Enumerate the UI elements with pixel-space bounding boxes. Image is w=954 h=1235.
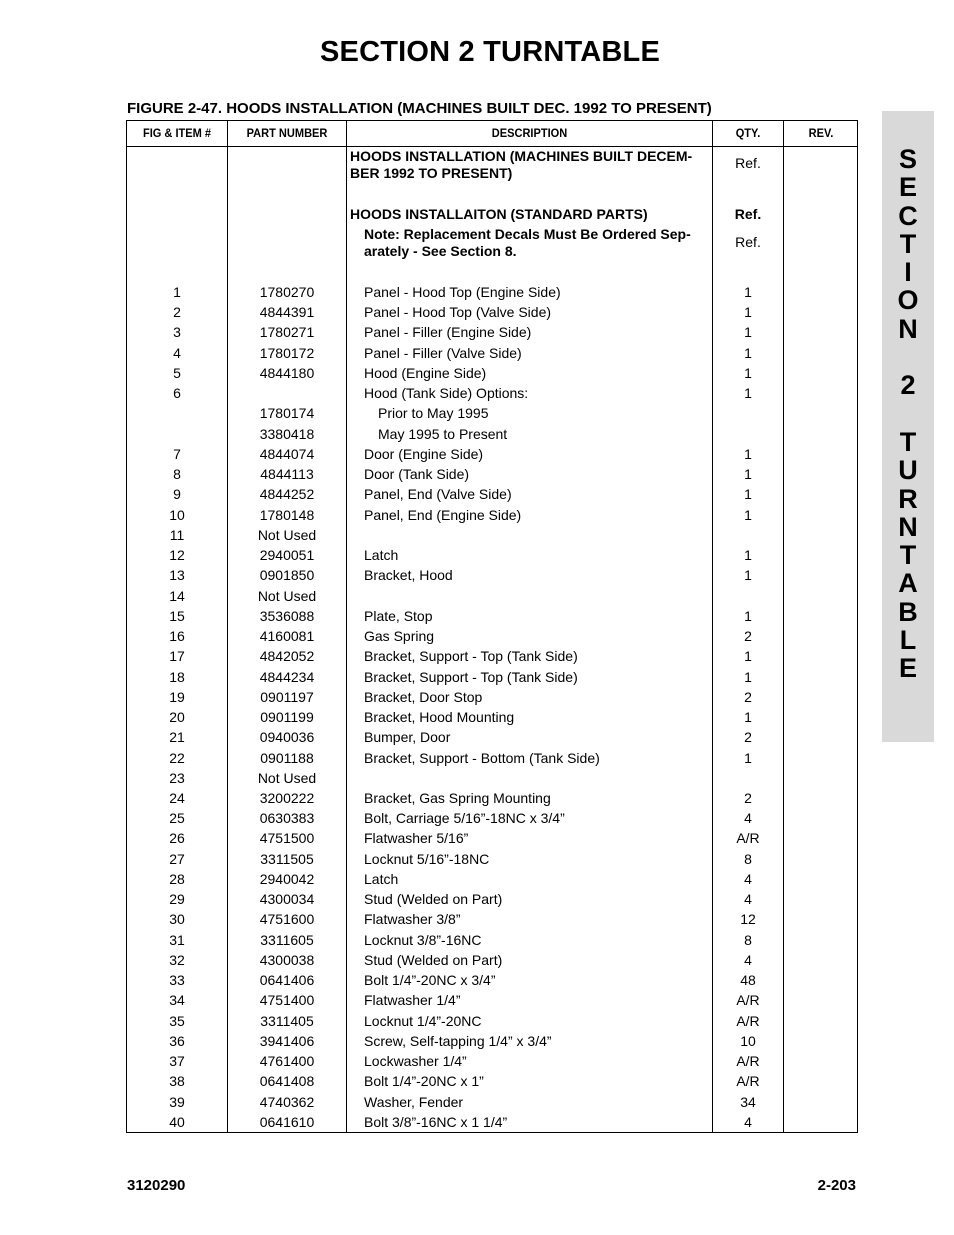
fig-item-cell: 25	[169, 810, 185, 827]
document-number: 3120290	[127, 1177, 186, 1194]
qty-cell: 4	[744, 951, 752, 968]
fig-item-cell: 4	[173, 344, 181, 361]
fig-item-cell: 15	[169, 607, 185, 624]
fig-item-cell: 18	[169, 668, 185, 685]
fig-item-cell: 14	[169, 587, 185, 604]
part-number-cell: 4844180	[259, 364, 315, 381]
description-cell: Bracket, Support - Top (Tank Side)	[364, 668, 578, 685]
qty-cell: 1	[744, 648, 752, 665]
part-number-cell: 3311605	[260, 931, 314, 948]
side-tab-letter	[882, 400, 934, 428]
qty-cell: 10	[740, 1032, 756, 1049]
description-cell: Latch	[364, 870, 399, 887]
qty-cell: A/R	[736, 992, 760, 1009]
fig-item-cell: 24	[169, 790, 185, 806]
qty-cell: 1	[744, 324, 752, 341]
side-tab-letter: R	[898, 483, 918, 514]
column-divider	[346, 121, 347, 1132]
fig-item-cell: 38	[169, 1073, 185, 1090]
description-cell: Panel - Hood Top (Engine Side)	[364, 284, 561, 300]
description-cell: Bolt 1/4”-20NC x 1”	[364, 1073, 484, 1090]
part-number-cell: 1780172	[259, 344, 315, 361]
description-cell: Panel - Hood Top (Valve Side)	[364, 304, 552, 321]
header-description: DESCRIPTION	[491, 126, 568, 140]
qty-cell: 2	[744, 688, 752, 705]
header-qty: QTY.	[735, 126, 761, 140]
description-cell: Door (Engine Side)	[364, 445, 484, 462]
section-side-tab	[882, 111, 934, 742]
qty-cell: 1	[744, 304, 752, 321]
part-number-cell: 0630383	[259, 810, 315, 827]
description-cell: May 1995 to Present	[378, 425, 508, 442]
description-cell: Latch	[364, 547, 399, 564]
fig-item-cell: 32	[169, 951, 185, 968]
description-cell: Plate, Stop	[364, 607, 433, 624]
description-cell: Bracket, Gas Spring Mounting	[364, 790, 551, 806]
qty-cell: 4	[744, 870, 752, 887]
side-tab-letter: I	[904, 257, 912, 288]
part-number-cell: 1780270	[259, 284, 315, 300]
side-tab-letter: A	[898, 568, 918, 599]
part-number-cell: 0901197	[260, 688, 314, 705]
qty-cell: 1	[744, 385, 752, 402]
description-cell: Prior to May 1995	[378, 405, 489, 422]
fig-item-cell: 20	[169, 709, 185, 726]
side-tab-letter: N	[898, 313, 918, 344]
description-cell: Flatwasher 3/8”	[364, 911, 461, 928]
qty-cell: 1	[744, 749, 752, 766]
qty-cell: A/R	[736, 1053, 760, 1070]
part-number-cell: 4751600	[259, 911, 315, 928]
header-fig-item: FIG & ITEM #	[142, 126, 212, 140]
side-tab-letter: E	[898, 172, 917, 203]
description-cell: Panel, End (Engine Side)	[364, 506, 522, 523]
qty-cell: 2	[744, 790, 752, 806]
fig-item-cell: 12	[169, 547, 185, 564]
qty-cell: 1	[744, 284, 752, 300]
description-cell: HOODS INSTALLATION (MACHINES BUILT DECEM-	[350, 148, 693, 164]
side-tab-letter: C	[898, 200, 918, 231]
qty-cell: 1	[744, 547, 752, 564]
qty-cell: A/R	[736, 1012, 760, 1029]
part-number-cell: 0641406	[259, 972, 315, 989]
fig-item-cell: 23	[169, 769, 185, 786]
fig-item-cell: 33	[169, 972, 185, 989]
qty-cell: 1	[744, 445, 752, 462]
side-tab-letter: O	[897, 285, 919, 316]
description-cell: Note: Replacement Decals Must Be Ordered Sep-	[364, 226, 691, 242]
page-number: 2-203	[817, 1177, 856, 1194]
fig-item-cell: 1	[173, 284, 181, 300]
description-cell: Bracket, Hood	[364, 567, 453, 584]
description-cell: Panel - Filler (Engine Side)	[364, 324, 532, 341]
description-cell: Bolt 3/8”-16NC x 1 1/4”	[364, 1113, 508, 1130]
header-rev: REV.	[808, 126, 834, 140]
description-cell: BER 1992 TO PRESENT)	[350, 165, 513, 181]
description-cell: Gas Spring	[364, 628, 435, 645]
qty-cell: 1	[744, 364, 752, 381]
fig-item-cell: 27	[169, 850, 185, 867]
fig-item-cell: 36	[169, 1032, 185, 1049]
description-cell: Hood (Tank Side) Options:	[364, 385, 529, 402]
part-number-cell: 2940051	[259, 547, 315, 564]
qty-cell: 48	[740, 972, 756, 989]
side-tab-letter: B	[898, 596, 918, 627]
description-cell: Flatwasher 5/16”	[364, 830, 469, 847]
part-number-cell: 3941406	[259, 1032, 315, 1049]
description-cell: Bolt 1/4”-20NC x 3/4”	[364, 972, 496, 989]
fig-item-cell: 7	[173, 445, 181, 462]
side-tab-letter	[882, 343, 934, 371]
qty-cell: 1	[744, 344, 752, 361]
header-part-number: PART NUMBER	[246, 126, 328, 140]
description-cell: Stud (Welded on Part)	[364, 951, 503, 968]
qty-ref-cell: Ref.	[735, 155, 761, 171]
fig-item-cell: 3	[173, 324, 181, 341]
side-tab-letter: N	[898, 511, 918, 542]
part-number-cell: 4842052	[259, 648, 315, 665]
fig-item-cell: 34	[169, 992, 185, 1009]
side-tab-letters	[882, 145, 934, 683]
part-number-cell: 1780174	[259, 405, 315, 422]
fig-item-cell: 5	[173, 364, 181, 381]
part-number-cell: 4751500	[259, 830, 315, 847]
part-number-cell: 4751400	[259, 992, 315, 1009]
header-divider	[127, 146, 857, 147]
part-number-cell: Not Used	[257, 587, 317, 604]
part-number-cell: 3311405	[260, 1012, 314, 1029]
description-cell: Bracket, Hood Mounting	[364, 709, 515, 726]
description-cell: Screw, Self-tapping 1/4” x 3/4”	[364, 1032, 552, 1049]
fig-item-cell: 35	[169, 1012, 185, 1029]
part-number-cell: 4160081	[259, 628, 315, 645]
part-number-cell: 4844113	[260, 466, 314, 483]
fig-item-cell: 21	[169, 729, 185, 746]
fig-item-cell: 10	[169, 506, 185, 523]
fig-item-cell: 2	[173, 304, 181, 321]
qty-cell: 4	[744, 891, 752, 908]
fig-item-cell: 29	[169, 891, 185, 908]
description-cell: Flatwasher 1/4”	[364, 992, 461, 1009]
part-number-cell: 1780148	[259, 506, 315, 523]
side-tab-letter: U	[898, 455, 918, 486]
fig-item-cell: 11	[169, 526, 185, 543]
description-cell: arately - See Section 8.	[364, 243, 517, 259]
qty-cell: Ref.	[734, 206, 762, 222]
qty-cell: 2	[744, 729, 752, 746]
part-number-cell: 3380418	[259, 425, 315, 442]
side-tab-letter: T	[899, 426, 917, 457]
part-number-cell: 4300038	[259, 951, 315, 968]
fig-item-cell: 39	[169, 1093, 185, 1110]
description-cell: Locknut 5/16”-18NC	[364, 850, 490, 867]
qty-cell: 1	[744, 466, 752, 483]
description-cell: Bumper, Door	[364, 729, 451, 746]
page-title: SECTION 2 TURNTABLE	[320, 36, 660, 68]
qty-cell: 8	[744, 850, 752, 867]
side-tab-letter: E	[898, 653, 917, 684]
part-number-cell: 4844391	[259, 304, 315, 321]
qty-cell: 8	[744, 931, 752, 948]
side-tab-letter: T	[899, 228, 917, 259]
fig-item-cell: 16	[169, 628, 185, 645]
side-tab-letter: T	[899, 540, 917, 571]
fig-item-cell: 6	[173, 385, 181, 402]
fig-item-cell: 30	[169, 911, 185, 928]
description-cell: Locknut 1/4”-20NC	[364, 1012, 482, 1029]
part-number-cell: 4300034	[259, 891, 315, 908]
part-number-cell: 4740362	[259, 1093, 315, 1110]
fig-item-cell: 37	[169, 1053, 185, 1070]
part-number-cell: 4844252	[259, 486, 315, 503]
qty-cell: 2	[744, 628, 752, 645]
fig-item-cell: 8	[173, 466, 181, 483]
description-cell: HOODS INSTALLAITON (STANDARD PARTS)	[350, 206, 648, 222]
qty-cell: 1	[744, 506, 752, 523]
qty-cell: 1	[744, 486, 752, 503]
fig-item-cell: 17	[169, 648, 185, 665]
fig-item-cell: 13	[169, 567, 185, 584]
part-number-cell: 0641408	[259, 1073, 315, 1090]
qty-cell: 34	[740, 1093, 756, 1110]
qty-cell: 4	[744, 1113, 752, 1130]
qty-cell: A/R	[736, 1073, 760, 1090]
qty-cell: 4	[744, 810, 752, 827]
qty-cell: 12	[740, 911, 756, 928]
part-number-cell: Not Used	[257, 769, 317, 786]
description-cell: Bracket, Support - Bottom (Tank Side)	[364, 749, 600, 766]
description-cell: Door (Tank Side)	[364, 466, 470, 483]
description-cell: Bolt, Carriage 5/16”-18NC x 3/4”	[364, 810, 565, 827]
part-number-cell: 4761400	[259, 1053, 315, 1070]
part-number-cell: 0901199	[260, 709, 314, 726]
part-number-cell: 3200222	[259, 790, 315, 806]
part-number-cell: 4844074	[259, 445, 315, 462]
description-cell: Locknut 3/8”-16NC	[364, 931, 482, 948]
part-number-cell: 0901850	[259, 567, 315, 584]
side-tab-letter: L	[899, 625, 917, 656]
fig-item-cell: 26	[169, 830, 185, 847]
qty-cell: 1	[744, 668, 752, 685]
qty-cell: A/R	[736, 830, 760, 847]
part-number-cell: 3536088	[259, 607, 315, 624]
qty-cell: 1	[744, 607, 752, 624]
parts-table	[126, 120, 858, 1133]
description-cell: Bracket, Support - Top (Tank Side)	[364, 648, 578, 665]
fig-item-cell: 9	[173, 486, 181, 503]
part-number-cell: 0901188	[260, 749, 314, 766]
qty-cell: 1	[744, 567, 752, 584]
description-cell: Panel, End (Valve Side)	[364, 486, 512, 503]
figure-title: FIGURE 2-47. HOODS INSTALLATION (MACHINES BUILT DEC. 1992 TO PRESENT)	[127, 100, 712, 117]
part-number-cell: 1780271	[259, 324, 315, 341]
qty-ref-cell: Ref.	[735, 234, 761, 250]
fig-item-cell: 19	[169, 688, 185, 705]
side-tab-letter: S	[898, 144, 917, 174]
part-number-cell: Not Used	[257, 526, 317, 543]
part-number-cell: 4844234	[259, 668, 315, 685]
description-cell: Lockwasher 1/4”	[364, 1053, 467, 1070]
description-cell: Washer, Fender	[364, 1093, 464, 1110]
fig-item-cell: 22	[169, 749, 185, 766]
description-cell: Hood (Engine Side)	[364, 364, 487, 381]
side-tab-letter: 2	[900, 370, 916, 401]
fig-item-cell: 28	[169, 870, 185, 887]
part-number-cell: 3311505	[260, 850, 314, 867]
fig-item-cell: 31	[169, 931, 185, 948]
part-number-cell: 0641610	[259, 1113, 315, 1130]
column-divider	[783, 121, 784, 1132]
qty-cell: 1	[744, 709, 752, 726]
part-number-cell: 2940042	[259, 870, 315, 887]
description-cell: Panel - Filler (Valve Side)	[364, 344, 522, 361]
fig-item-cell: 40	[169, 1113, 185, 1130]
part-number-cell: 0940036	[259, 729, 315, 746]
description-cell: Stud (Welded on Part)	[364, 891, 503, 908]
description-cell: Bracket, Door Stop	[364, 688, 483, 705]
